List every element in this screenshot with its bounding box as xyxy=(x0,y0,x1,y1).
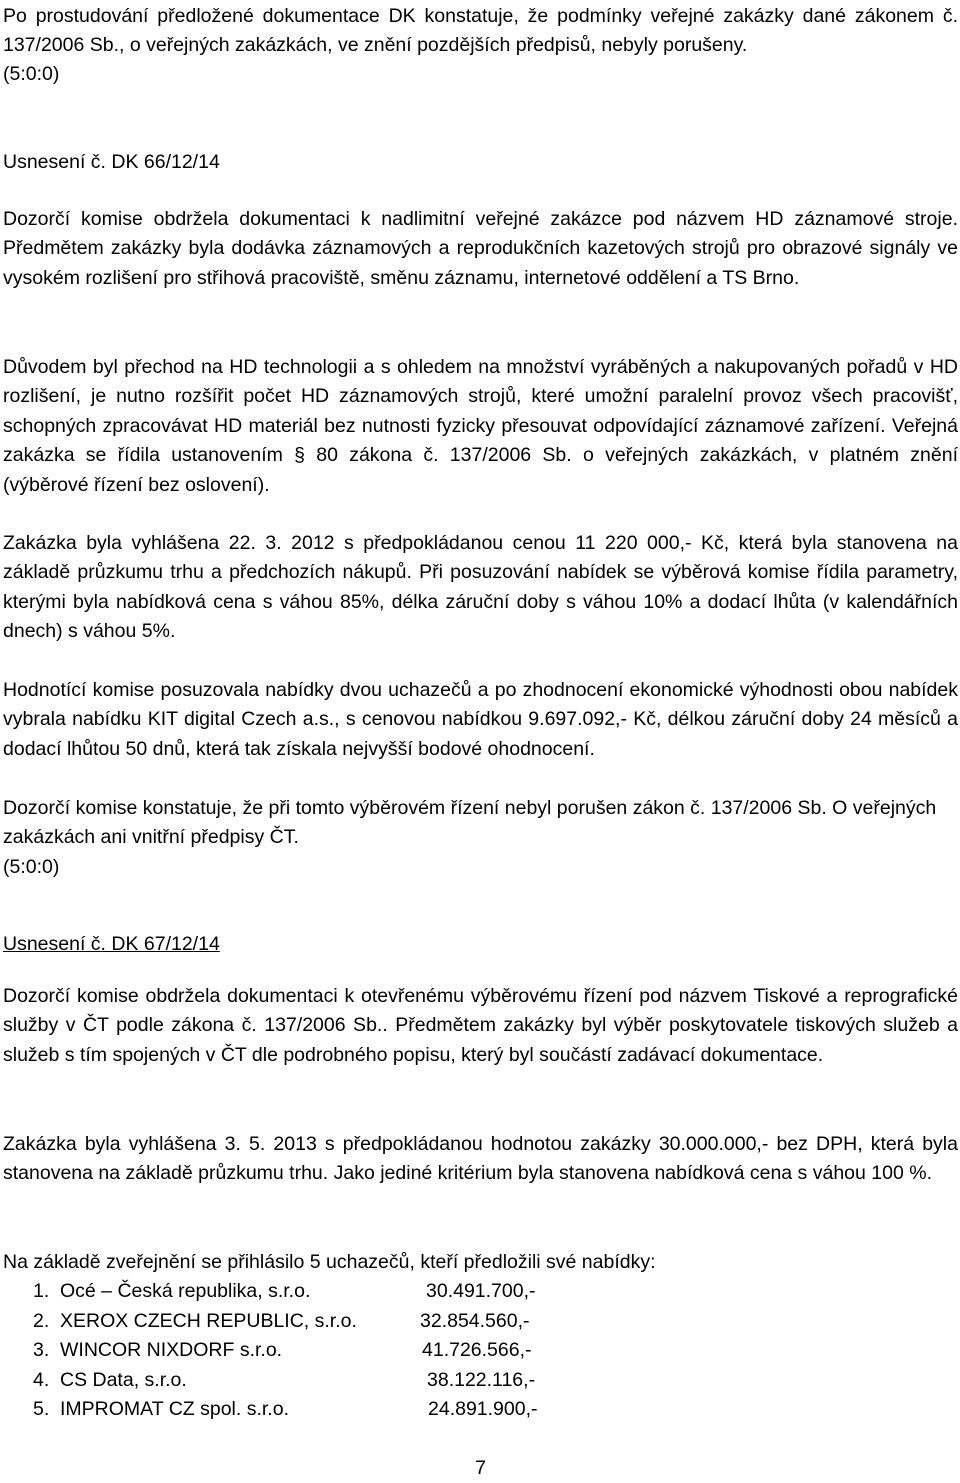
resolution-66-conclusion: Dozorčí komise konstatuje, že při tomto výběrovém řízení nebyl porušen zákon č. 137/2006 Sb. O veřejných zakázkách ani vnitřní předpisy ČT. xyxy=(3,797,937,849)
resolution-67-paragraph-1: Dozorčí komise obdržela dokumentaci k otevřenému výběrovému řízení pod názvem Tiskové a reprografické služby v ČT podle zákona č. 137/2006 Sb.. Předmětem zakázky byl výběr poskytovatele tiskových služeb a služeb s tím spojených v ČT dle podrobného popisu, který byl součástí zadávací dokumentace. xyxy=(3,985,958,1066)
resolution-66-title: Usnesení č. DK 66/12/14 xyxy=(3,151,220,173)
resolution-66-paragraph-1: Dozorčí komise obdržela dokumentaci k nadlimitní veřejné zakázce pod názvem HD záznamové stroje. Předmětem zakázky byla dodávka záznamových a reprodukčních kazetových strojů pro obrazové signály ve vysokém rozlišení pro střihová pracoviště, směnu záznamu, internetové oddělení a TS Brno. xyxy=(3,208,958,289)
resolution-67-paragraph-2: Zakázka byla vyhlášena 3. 5. 2013 s předpokládanou hodnotou zakázky 30.000.000,- bez DPH, která byla stanovena na základě průzkumu trhu. Jako jediné kritérium byla stanovena nabídková cena s váhou 100 %. xyxy=(3,1133,958,1185)
intro-text: Po prostudování předložené dokumentace DK konstatuje, že podmínky veřejné zakázky dané zákonem č. 137/2006 Sb., o veřejných zakázkách, ve znění pozdějších předpisů, nebyly porušeny. xyxy=(3,5,958,57)
bidders-list xyxy=(33,1277,633,1425)
list-item: 1. Océ – Česká republika, s.r.o. 30.491.700,- xyxy=(33,1280,536,1302)
list-item: 2. XEROX CZECH REPUBLIC, s.r.o. 32.854.560,- xyxy=(33,1309,530,1332)
list-item: 3. WINCOR NIXDORF s.r.o. 41.726.566,- xyxy=(33,1339,532,1361)
list-item: 4. CS Data, s.r.o. 38.122.116,- xyxy=(33,1368,536,1391)
resolution-66-paragraph-4: Hodnotící komise posuzovala nabídky dvou uchazečů a po zhodnocení ekonomické výhodnosti obou nabídek vybrala nabídku KIT digital Czech a.s., s cenovou nabídkou 9.697.092,- Kč, délkou záruční doby 24 měsíců a dodací lhůtou 50 dnů, která tak získala nejvyšší bodové ohodnocení. xyxy=(3,679,958,760)
vote-result-2: (5:0:0) xyxy=(3,856,60,878)
page-number: 7 xyxy=(475,1457,486,1479)
resolution-67-paragraph-3: Na základě zveřejnění se přihlásilo 5 uchazečů, kteří předložili své nabídky: xyxy=(3,1251,656,1273)
resolution-67-title: Usnesení č. DK 67/12/14 xyxy=(3,933,220,955)
resolution-66-paragraph-3: Zakázka byla vyhlášena 22. 3. 2012 s předpokládanou cenou 11 220 000,- Kč, která byla stanovena na základě průzkumu trhu a předchozích nákupů. Při posuzování nabídek se výběrová komise řídila parametry, kterými byla nabídková cena s váhou 85%, délka záruční doby s váhou 10% a dodací lhůta (v kalendářních dnech) s váhou 5%. xyxy=(3,532,958,643)
vote-result-1: (5:0:0) xyxy=(3,63,60,85)
intro-paragraph xyxy=(3,2,958,61)
list-item: 5. IMPROMAT CZ spol. s.r.o. 24.891.900,- xyxy=(33,1398,538,1420)
resolution-66-paragraph-2: Důvodem byl přechod na HD technologii a s ohledem na množství vyráběných a nakupovaných pořadů v HD rozlišení, je nutno rozšířit počet HD záznamových strojů, které umožní paralelní provoz všech pracovišť, schopných zpracovávat HD materiál bez nutnosti fyzicky přesouvat odpovídající záznamové zařízení. Veřejná zakázka se řídila ustanovením § 80 zákona č. 137/2006 Sb. o veřejných zakázkách, v platném znění (výběrové řízení bez oslovení). xyxy=(3,356,958,496)
